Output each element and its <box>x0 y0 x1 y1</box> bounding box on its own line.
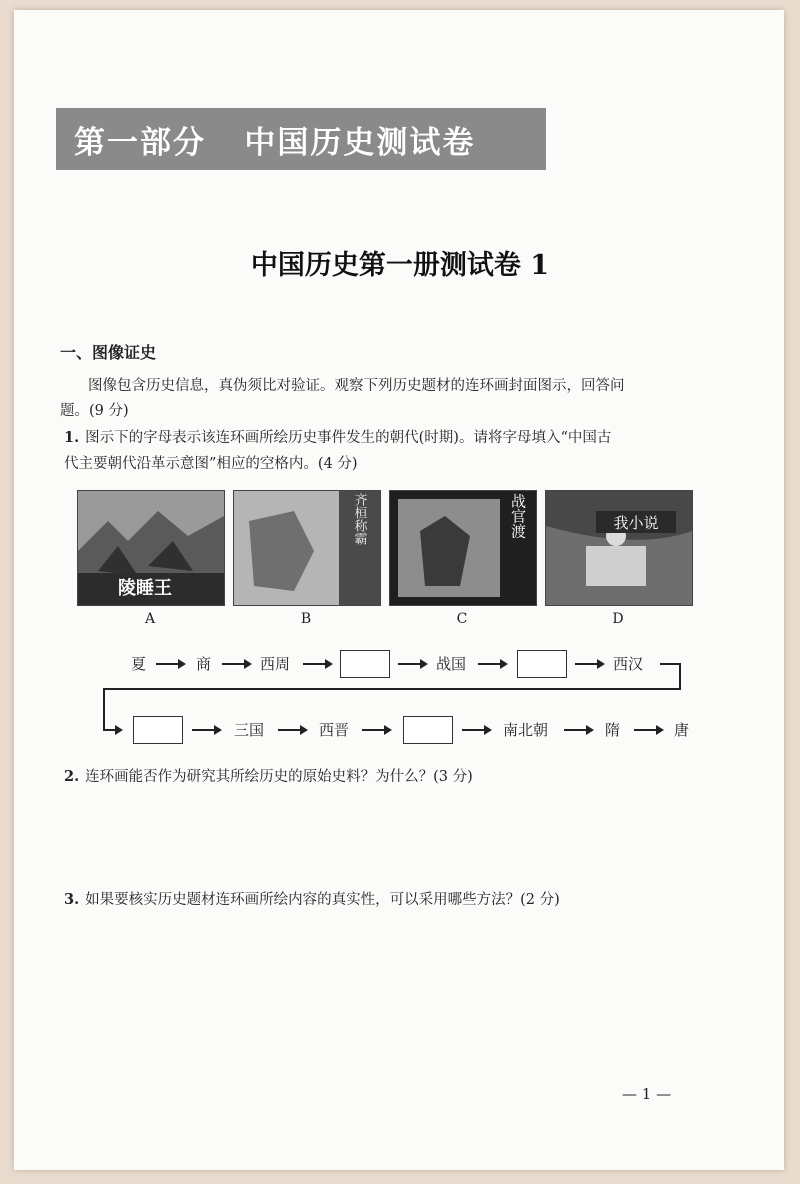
comic-cover-b <box>233 490 381 606</box>
cover-d-title: 我小说 <box>613 514 659 532</box>
intro-line-2: 题。(9 分) <box>60 403 129 419</box>
question-3 <box>64 887 744 913</box>
dynasty-western-zhou: 西周 <box>260 655 291 673</box>
cover-b-title: 齐桓称霸 <box>351 493 367 545</box>
question-1-number: 1. <box>64 429 80 446</box>
timeline-arrow <box>634 729 662 731</box>
question-1 <box>64 425 744 451</box>
dynasty-sui: 隋 <box>605 721 621 739</box>
answer-box-2[interactable] <box>517 650 567 678</box>
cover-a-title: 陵睡王 <box>118 578 172 599</box>
dynasty-northern-southern: 南北朝 <box>503 721 549 739</box>
comic-cover-d-illustration <box>546 491 692 605</box>
timeline-arrow <box>156 663 184 665</box>
timeline-arrow <box>564 729 592 731</box>
question-1-line-1: 图示下的字母表示该连环画所绘历史事件发生的朝代(时期)。请将字母填入“中国古 <box>85 430 612 446</box>
connector-line <box>679 663 681 689</box>
comic-cover-d <box>545 490 693 606</box>
timeline-arrow <box>103 729 121 731</box>
section-heading: 一、图像证史 <box>60 343 157 362</box>
comic-cover-c <box>389 490 537 606</box>
dynasty-xia: 夏 <box>131 655 147 673</box>
timeline-arrow <box>192 729 220 731</box>
comic-cover-b-illustration <box>234 491 380 605</box>
cover-c-title: 战官渡 <box>509 493 527 539</box>
timeline-arrow <box>362 729 390 731</box>
comic-cover-a-illustration <box>78 491 224 605</box>
answer-box-3[interactable] <box>133 716 183 744</box>
timeline-arrow <box>222 663 250 665</box>
cover-label-d: D <box>612 611 624 627</box>
intro-line-1: 图像包含历史信息，真伪须比对验证。观察下列历史题材的连环画封面图示，回答问 <box>88 378 625 394</box>
dynasty-western-han: 西汉 <box>613 655 644 673</box>
cover-label-c: C <box>456 611 468 627</box>
dynasty-tang: 唐 <box>674 721 690 739</box>
dynasty-shang: 商 <box>196 655 212 673</box>
dynasty-three-kingdoms: 三国 <box>234 721 265 739</box>
connector-line <box>103 688 681 690</box>
timeline-arrow <box>278 729 306 731</box>
question-3-number: 3. <box>64 891 80 908</box>
answer-box-4[interactable] <box>403 716 453 744</box>
timeline-arrow <box>478 663 506 665</box>
comic-cover-c-illustration <box>390 491 536 605</box>
part-banner: 第一部分 中国历史测试卷 <box>56 108 546 170</box>
connector-line <box>103 688 105 730</box>
question-2-number: 2. <box>64 768 80 785</box>
page-number: — 1 — <box>622 1085 672 1103</box>
cover-label-b: B <box>300 611 312 627</box>
question-2 <box>64 764 744 790</box>
timeline-arrow <box>575 663 603 665</box>
question-1-line-2: 代主要朝代沿革示意图”相应的空格内。(4 分) <box>64 456 358 472</box>
timeline-arrow <box>303 663 331 665</box>
comic-cover-a <box>77 490 225 606</box>
connector-line <box>660 663 680 665</box>
dynasty-warring-states: 战国 <box>436 655 467 673</box>
question-2-text: 连环画能否作为研究其所绘历史的原始史料？为什么？(3 分) <box>85 769 473 785</box>
page-title: 中国历史第一册测试卷 1 <box>250 250 550 281</box>
question-3-text: 如果要核实历史题材连环画所绘内容的真实性，可以采用哪些方法？(2 分) <box>85 892 560 908</box>
answer-box-1[interactable] <box>340 650 390 678</box>
timeline-arrow <box>398 663 426 665</box>
dynasty-western-jin: 西晋 <box>319 721 350 739</box>
timeline-arrow <box>462 729 490 731</box>
cover-label-a: A <box>144 611 156 627</box>
